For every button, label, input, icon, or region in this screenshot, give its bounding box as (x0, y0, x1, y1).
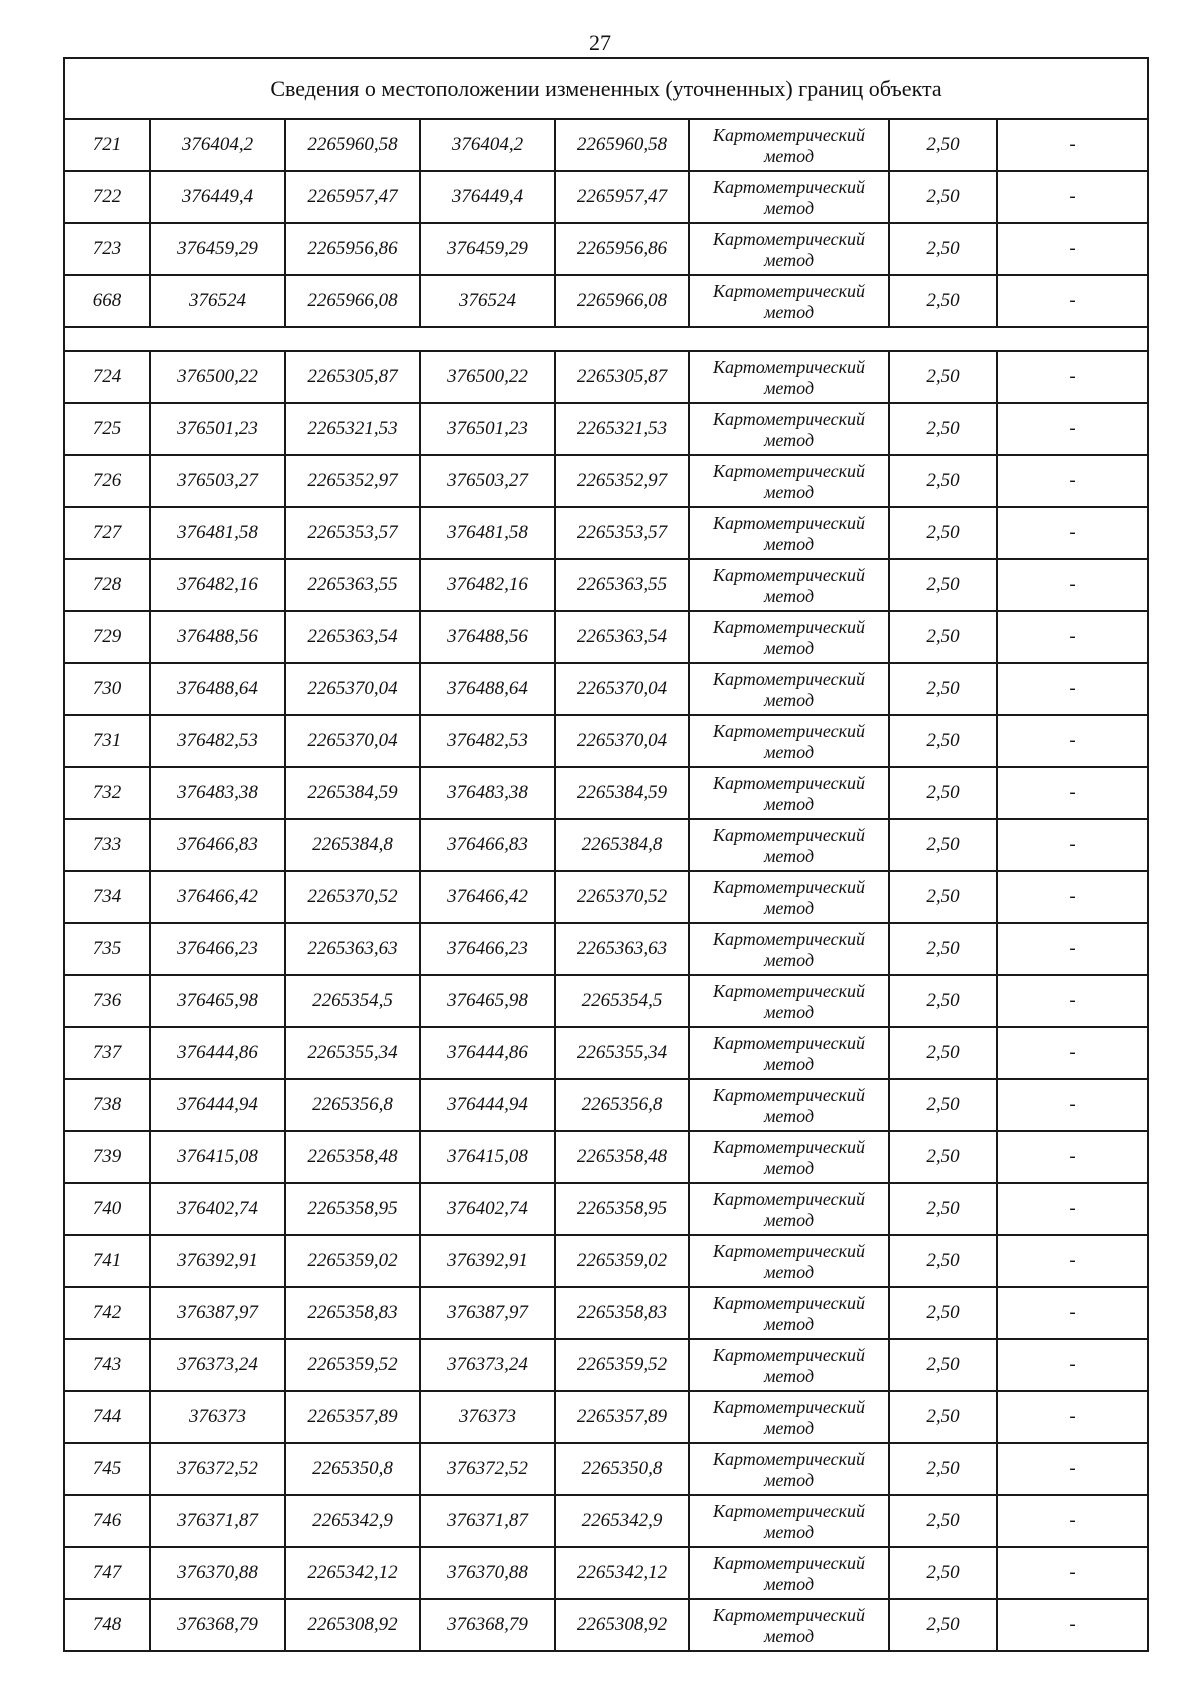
refined-x-cell: 376387,97 (420, 1287, 555, 1339)
existing-y-cell: 2265363,54 (285, 611, 420, 663)
description-cell: - (997, 1287, 1148, 1339)
description-cell: - (997, 559, 1148, 611)
accuracy-cell: 2,50 (889, 975, 997, 1027)
refined-x-cell: 376449,4 (420, 171, 555, 223)
refined-x-cell: 376371,87 (420, 1495, 555, 1547)
table-row (64, 1235, 1148, 1287)
table-row (64, 223, 1148, 275)
table-row (64, 1547, 1148, 1599)
refined-y-cell: 2265384,8 (555, 819, 689, 871)
point-number-cell: 740 (64, 1183, 150, 1235)
accuracy-cell: 2,50 (889, 1339, 997, 1391)
accuracy-cell: 2,50 (889, 1027, 997, 1079)
existing-y-cell: 2265354,5 (285, 975, 420, 1027)
refined-y-cell: 2265356,8 (555, 1079, 689, 1131)
page-number: 27 (589, 30, 611, 55)
existing-y-cell: 2265355,34 (285, 1027, 420, 1079)
existing-x-cell: 376402,74 (150, 1183, 285, 1235)
existing-x-cell: 376500,22 (150, 351, 285, 403)
point-number-cell: 735 (64, 923, 150, 975)
existing-y-cell: 2265342,12 (285, 1547, 420, 1599)
refined-x-cell: 376368,79 (420, 1599, 555, 1651)
refined-x-cell: 376482,53 (420, 715, 555, 767)
method-cell: Картометрический метод (689, 1339, 889, 1391)
refined-x-cell: 376501,23 (420, 403, 555, 455)
existing-y-cell: 2265308,92 (285, 1599, 420, 1651)
existing-y-cell: 2265370,04 (285, 663, 420, 715)
point-number-cell: 732 (64, 767, 150, 819)
table-row (64, 611, 1148, 663)
existing-y-cell: 2265357,89 (285, 1391, 420, 1443)
existing-x-cell: 376373 (150, 1391, 285, 1443)
existing-y-cell: 2265960,58 (285, 119, 420, 171)
description-cell: - (997, 1027, 1148, 1079)
existing-y-cell: 2265363,55 (285, 559, 420, 611)
refined-x-cell: 376466,83 (420, 819, 555, 871)
accuracy-cell: 2,50 (889, 1495, 997, 1547)
accuracy-cell: 2,50 (889, 507, 997, 559)
description-cell: - (997, 223, 1148, 275)
refined-y-cell: 2265384,59 (555, 767, 689, 819)
refined-y-cell: 2265359,02 (555, 1235, 689, 1287)
refined-x-cell: 376524 (420, 275, 555, 327)
method-cell: Картометрический метод (689, 1183, 889, 1235)
point-number-cell: 726 (64, 455, 150, 507)
method-cell: Картометрический метод (689, 171, 889, 223)
method-cell: Картометрический метод (689, 715, 889, 767)
method-cell: Картометрический метод (689, 871, 889, 923)
point-number-cell: 721 (64, 119, 150, 171)
description-cell: - (997, 171, 1148, 223)
method-cell: Картометрический метод (689, 975, 889, 1027)
refined-y-cell: 2265956,86 (555, 223, 689, 275)
point-number-cell: 729 (64, 611, 150, 663)
accuracy-cell: 2,50 (889, 1131, 997, 1183)
method-cell: Картометрический метод (689, 351, 889, 403)
point-number-cell: 737 (64, 1027, 150, 1079)
refined-y-cell: 2265342,12 (555, 1547, 689, 1599)
table-row (64, 507, 1148, 559)
refined-x-cell: 376488,64 (420, 663, 555, 715)
accuracy-cell: 2,50 (889, 351, 997, 403)
refined-x-cell: 376466,42 (420, 871, 555, 923)
existing-x-cell: 376444,86 (150, 1027, 285, 1079)
contour-separator-cell (64, 327, 1148, 351)
existing-x-cell: 376392,91 (150, 1235, 285, 1287)
point-number-cell: 744 (64, 1391, 150, 1443)
point-number-cell: 727 (64, 507, 150, 559)
table-row (64, 275, 1148, 327)
point-number-cell: 723 (64, 223, 150, 275)
table-row (64, 1391, 1148, 1443)
method-cell: Картометрический метод (689, 1027, 889, 1079)
method-cell: Картометрический метод (689, 923, 889, 975)
method-cell: Картометрический метод (689, 275, 889, 327)
refined-y-cell: 2265359,52 (555, 1339, 689, 1391)
existing-y-cell: 2265342,9 (285, 1495, 420, 1547)
point-number-cell: 745 (64, 1443, 150, 1495)
existing-x-cell: 376370,88 (150, 1547, 285, 1599)
existing-y-cell: 2265956,86 (285, 223, 420, 275)
refined-x-cell: 376459,29 (420, 223, 555, 275)
table-row (64, 1599, 1148, 1651)
description-cell: - (997, 1235, 1148, 1287)
method-cell: Картометрический метод (689, 1391, 889, 1443)
existing-y-cell: 2265957,47 (285, 171, 420, 223)
existing-x-cell: 376465,98 (150, 975, 285, 1027)
existing-y-cell: 2265356,8 (285, 1079, 420, 1131)
existing-y-cell: 2265358,48 (285, 1131, 420, 1183)
method-cell: Картометрический метод (689, 819, 889, 871)
existing-y-cell: 2265966,08 (285, 275, 420, 327)
refined-y-cell: 2265352,97 (555, 455, 689, 507)
accuracy-cell: 2,50 (889, 275, 997, 327)
point-number-cell: 728 (64, 559, 150, 611)
refined-y-cell: 2265358,95 (555, 1183, 689, 1235)
point-number-cell: 731 (64, 715, 150, 767)
accuracy-cell: 2,50 (889, 715, 997, 767)
boundary-coordinates-table (63, 57, 1149, 1652)
existing-y-cell: 2265384,8 (285, 819, 420, 871)
existing-x-cell: 376368,79 (150, 1599, 285, 1651)
accuracy-cell: 2,50 (889, 403, 997, 455)
existing-x-cell: 376524 (150, 275, 285, 327)
existing-x-cell: 376372,52 (150, 1443, 285, 1495)
existing-y-cell: 2265363,63 (285, 923, 420, 975)
accuracy-cell: 2,50 (889, 1287, 997, 1339)
method-cell: Картометрический метод (689, 1079, 889, 1131)
method-cell: Картометрический метод (689, 507, 889, 559)
refined-x-cell: 376500,22 (420, 351, 555, 403)
refined-y-cell: 2265966,08 (555, 275, 689, 327)
description-cell: - (997, 923, 1148, 975)
table-row (64, 1339, 1148, 1391)
existing-x-cell: 376466,42 (150, 871, 285, 923)
existing-x-cell: 376371,87 (150, 1495, 285, 1547)
table-row (64, 767, 1148, 819)
existing-x-cell: 376444,94 (150, 1079, 285, 1131)
point-number-cell: 742 (64, 1287, 150, 1339)
accuracy-cell: 2,50 (889, 455, 997, 507)
existing-y-cell: 2265370,04 (285, 715, 420, 767)
table-row (64, 1027, 1148, 1079)
accuracy-cell: 2,50 (889, 1443, 997, 1495)
table-row (64, 871, 1148, 923)
description-cell: - (997, 1443, 1148, 1495)
table-row (64, 171, 1148, 223)
refined-x-cell: 376444,94 (420, 1079, 555, 1131)
method-cell: Картометрический метод (689, 663, 889, 715)
refined-x-cell: 376481,58 (420, 507, 555, 559)
existing-y-cell: 2265350,8 (285, 1443, 420, 1495)
accuracy-cell: 2,50 (889, 819, 997, 871)
existing-x-cell: 376501,23 (150, 403, 285, 455)
point-number-cell: 733 (64, 819, 150, 871)
existing-y-cell: 2265321,53 (285, 403, 420, 455)
refined-x-cell: 376503,27 (420, 455, 555, 507)
existing-x-cell: 376466,83 (150, 819, 285, 871)
refined-x-cell: 376370,88 (420, 1547, 555, 1599)
description-cell: - (997, 275, 1148, 327)
point-number-cell: 741 (64, 1235, 150, 1287)
existing-x-cell: 376503,27 (150, 455, 285, 507)
refined-y-cell: 2265308,92 (555, 1599, 689, 1651)
table-title: Сведения о местоположении измененных (уточненных) границ объекта (64, 58, 1148, 119)
table-row (64, 1079, 1148, 1131)
refined-x-cell: 376415,08 (420, 1131, 555, 1183)
accuracy-cell: 2,50 (889, 559, 997, 611)
description-cell: - (997, 1183, 1148, 1235)
method-cell: Картометрический метод (689, 1495, 889, 1547)
point-number-cell: 725 (64, 403, 150, 455)
table-row (64, 1443, 1148, 1495)
description-cell: - (997, 507, 1148, 559)
existing-x-cell: 376449,4 (150, 171, 285, 223)
description-cell: - (997, 715, 1148, 767)
table-row (64, 351, 1148, 403)
description-cell: - (997, 975, 1148, 1027)
existing-x-cell: 376483,38 (150, 767, 285, 819)
refined-y-cell: 2265353,57 (555, 507, 689, 559)
point-number-cell: 746 (64, 1495, 150, 1547)
refined-y-cell: 2265363,54 (555, 611, 689, 663)
refined-y-cell: 2265957,47 (555, 171, 689, 223)
refined-y-cell: 2265357,89 (555, 1391, 689, 1443)
description-cell: - (997, 455, 1148, 507)
description-cell: - (997, 663, 1148, 715)
method-cell: Картометрический метод (689, 559, 889, 611)
method-cell: Картометрический метод (689, 455, 889, 507)
point-number-cell: 724 (64, 351, 150, 403)
description-cell: - (997, 819, 1148, 871)
method-cell: Картометрический метод (689, 1443, 889, 1495)
existing-x-cell: 376488,64 (150, 663, 285, 715)
refined-y-cell: 2265354,5 (555, 975, 689, 1027)
point-number-cell: 739 (64, 1131, 150, 1183)
existing-x-cell: 376404,2 (150, 119, 285, 171)
description-cell: - (997, 1495, 1148, 1547)
description-cell: - (997, 1339, 1148, 1391)
existing-x-cell: 376482,16 (150, 559, 285, 611)
point-number-cell: 734 (64, 871, 150, 923)
accuracy-cell: 2,50 (889, 767, 997, 819)
accuracy-cell: 2,50 (889, 1391, 997, 1443)
point-number-cell: 743 (64, 1339, 150, 1391)
table-row (64, 1495, 1148, 1547)
existing-y-cell: 2265358,95 (285, 1183, 420, 1235)
point-number-cell: 722 (64, 171, 150, 223)
existing-y-cell: 2265370,52 (285, 871, 420, 923)
accuracy-cell: 2,50 (889, 611, 997, 663)
refined-x-cell: 376402,74 (420, 1183, 555, 1235)
description-cell: - (997, 1391, 1148, 1443)
existing-y-cell: 2265352,97 (285, 455, 420, 507)
description-cell: - (997, 767, 1148, 819)
table-row (64, 1287, 1148, 1339)
accuracy-cell: 2,50 (889, 923, 997, 975)
point-number-cell: 736 (64, 975, 150, 1027)
description-cell: - (997, 871, 1148, 923)
refined-x-cell: 376392,91 (420, 1235, 555, 1287)
table-row (64, 119, 1148, 171)
method-cell: Картометрический метод (689, 1287, 889, 1339)
existing-x-cell: 376387,97 (150, 1287, 285, 1339)
existing-y-cell: 2265359,02 (285, 1235, 420, 1287)
existing-y-cell: 2265358,83 (285, 1287, 420, 1339)
refined-y-cell: 2265342,9 (555, 1495, 689, 1547)
refined-y-cell: 2265321,53 (555, 403, 689, 455)
table-body (64, 58, 1148, 1651)
description-cell: - (997, 611, 1148, 663)
refined-y-cell: 2265960,58 (555, 119, 689, 171)
existing-x-cell: 376373,24 (150, 1339, 285, 1391)
description-cell: - (997, 119, 1148, 171)
table-row (64, 819, 1148, 871)
table-row (64, 923, 1148, 975)
point-number-cell: 747 (64, 1547, 150, 1599)
description-cell: - (997, 351, 1148, 403)
table-row (64, 403, 1148, 455)
refined-y-cell: 2265363,63 (555, 923, 689, 975)
point-number-cell: 748 (64, 1599, 150, 1651)
existing-x-cell: 376466,23 (150, 923, 285, 975)
refined-y-cell: 2265363,55 (555, 559, 689, 611)
accuracy-cell: 2,50 (889, 119, 997, 171)
point-number-cell: 668 (64, 275, 150, 327)
existing-x-cell: 376482,53 (150, 715, 285, 767)
method-cell: Картометрический метод (689, 119, 889, 171)
existing-y-cell: 2265359,52 (285, 1339, 420, 1391)
method-cell: Картометрический метод (689, 1599, 889, 1651)
existing-y-cell: 2265384,59 (285, 767, 420, 819)
existing-x-cell: 376415,08 (150, 1131, 285, 1183)
method-cell: Картометрический метод (689, 611, 889, 663)
accuracy-cell: 2,50 (889, 663, 997, 715)
refined-x-cell: 376373 (420, 1391, 555, 1443)
contour-separator-row (64, 327, 1148, 351)
refined-y-cell: 2265370,04 (555, 663, 689, 715)
description-cell: - (997, 403, 1148, 455)
method-cell: Картометрический метод (689, 1547, 889, 1599)
method-cell: Картометрический метод (689, 403, 889, 455)
point-number-cell: 730 (64, 663, 150, 715)
accuracy-cell: 2,50 (889, 223, 997, 275)
refined-y-cell: 2265358,48 (555, 1131, 689, 1183)
table-row (64, 975, 1148, 1027)
table-row (64, 455, 1148, 507)
description-cell: - (997, 1599, 1148, 1651)
existing-y-cell: 2265353,57 (285, 507, 420, 559)
description-cell: - (997, 1131, 1148, 1183)
point-number-cell: 738 (64, 1079, 150, 1131)
refined-x-cell: 376488,56 (420, 611, 555, 663)
table-row (64, 715, 1148, 767)
existing-x-cell: 376488,56 (150, 611, 285, 663)
refined-y-cell: 2265355,34 (555, 1027, 689, 1079)
accuracy-cell: 2,50 (889, 1183, 997, 1235)
refined-x-cell: 376483,38 (420, 767, 555, 819)
method-cell: Картометрический метод (689, 767, 889, 819)
refined-x-cell: 376372,52 (420, 1443, 555, 1495)
refined-x-cell: 376373,24 (420, 1339, 555, 1391)
table-title-row (64, 58, 1148, 119)
description-cell: - (997, 1547, 1148, 1599)
refined-y-cell: 2265350,8 (555, 1443, 689, 1495)
existing-x-cell: 376481,58 (150, 507, 285, 559)
table-row (64, 559, 1148, 611)
accuracy-cell: 2,50 (889, 1547, 997, 1599)
accuracy-cell: 2,50 (889, 1079, 997, 1131)
accuracy-cell: 2,50 (889, 871, 997, 923)
accuracy-cell: 2,50 (889, 171, 997, 223)
refined-y-cell: 2265370,04 (555, 715, 689, 767)
table-row (64, 1183, 1148, 1235)
refined-x-cell: 376466,23 (420, 923, 555, 975)
refined-x-cell: 376465,98 (420, 975, 555, 1027)
table-row (64, 1131, 1148, 1183)
refined-y-cell: 2265305,87 (555, 351, 689, 403)
refined-x-cell: 376482,16 (420, 559, 555, 611)
table-row (64, 663, 1148, 715)
refined-y-cell: 2265370,52 (555, 871, 689, 923)
method-cell: Картометрический метод (689, 223, 889, 275)
refined-x-cell: 376444,86 (420, 1027, 555, 1079)
description-cell: - (997, 1079, 1148, 1131)
accuracy-cell: 2,50 (889, 1235, 997, 1287)
method-cell: Картометрический метод (689, 1235, 889, 1287)
existing-y-cell: 2265305,87 (285, 351, 420, 403)
refined-y-cell: 2265358,83 (555, 1287, 689, 1339)
method-cell: Картометрический метод (689, 1131, 889, 1183)
existing-x-cell: 376459,29 (150, 223, 285, 275)
accuracy-cell: 2,50 (889, 1599, 997, 1651)
refined-x-cell: 376404,2 (420, 119, 555, 171)
